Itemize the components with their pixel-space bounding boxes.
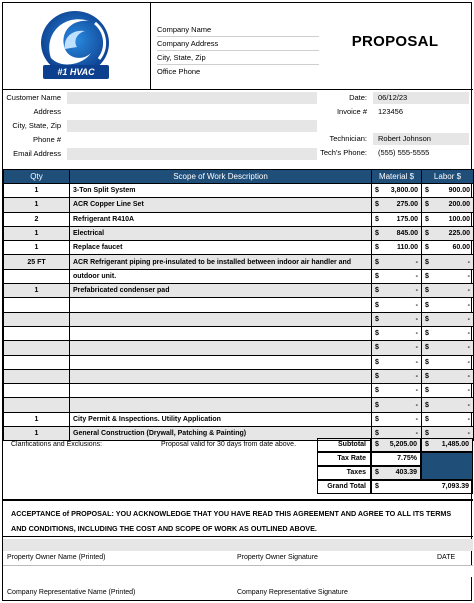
currency-symbol: $ — [425, 215, 429, 223]
table-row — [4, 212, 474, 226]
description-cell[interactable]: Electrical — [70, 226, 372, 240]
material-value: 3,800.00 — [390, 187, 418, 195]
address-field[interactable] — [67, 106, 317, 118]
qty-cell[interactable] — [4, 398, 70, 412]
rep-name-label: Company Representative Name (Printed) — [7, 589, 136, 596]
material-cell[interactable] — [372, 284, 422, 298]
description-cell[interactable] — [70, 355, 372, 369]
company-logo — [3, 3, 151, 89]
currency-symbol: $ — [425, 358, 429, 366]
material-cell[interactable] — [372, 312, 422, 326]
labor-value: - — [467, 315, 470, 323]
qty-cell[interactable] — [4, 384, 70, 398]
material-value: - — [415, 287, 418, 295]
city-field[interactable] — [67, 120, 317, 132]
company-city: City, State, Zip — [157, 51, 319, 65]
table-row — [4, 369, 474, 383]
qty-cell[interactable] — [4, 269, 70, 283]
divider — [3, 89, 473, 90]
currency-symbol: $ — [375, 201, 379, 209]
material-value: - — [415, 415, 418, 423]
company-address: Company Address — [157, 37, 319, 51]
labor-cell[interactable] — [422, 284, 474, 298]
material-value: 110.00 — [396, 244, 418, 252]
qty-cell[interactable]: 1 — [4, 184, 70, 198]
subtotal-material-value: 5,205.00 — [389, 441, 417, 448]
material-header: Material $ — [372, 170, 422, 184]
description-cell[interactable]: 3-Ton Split System — [70, 184, 372, 198]
company-info — [151, 3, 321, 89]
labor-value: - — [467, 330, 470, 338]
qty-cell[interactable]: 1 — [4, 284, 70, 298]
description-cell[interactable]: outdoor unit. — [70, 269, 372, 283]
tax-blue-block — [421, 452, 473, 480]
currency-symbol: $ — [375, 483, 379, 490]
material-value: - — [415, 344, 418, 352]
currency-symbol: $ — [425, 415, 429, 423]
material-cell[interactable] — [372, 355, 422, 369]
labor-value: - — [467, 387, 470, 395]
labor-value: - — [467, 430, 470, 438]
material-value: - — [415, 358, 418, 366]
table-row — [4, 184, 474, 198]
qty-cell[interactable] — [4, 312, 70, 326]
tech-phone-label: Tech's Phone: — [320, 148, 367, 157]
currency-symbol: $ — [425, 430, 429, 438]
validity-note: Proposal valid for 30 days from date above. — [161, 441, 297, 448]
technician-field[interactable]: Robert Johnson — [373, 133, 469, 145]
description-cell[interactable]: ACR Copper Line Set — [70, 198, 372, 212]
owner-signature-label: Property Owner Signature — [237, 554, 318, 561]
currency-symbol: $ — [375, 215, 379, 223]
rep-signature-label: Company Representative Signature — [237, 589, 348, 596]
currency-symbol: $ — [425, 230, 429, 238]
currency-symbol: $ — [375, 430, 379, 438]
date-field[interactable]: 06/12/23 — [373, 92, 469, 104]
subtotal-material — [371, 438, 421, 452]
rep-signature-line[interactable] — [3, 565, 473, 577]
currency-symbol: $ — [425, 201, 429, 209]
material-value: - — [415, 315, 418, 323]
table-row — [4, 412, 474, 426]
currency-symbol: $ — [375, 358, 379, 366]
material-value: - — [415, 373, 418, 380]
labor-value: - — [467, 287, 470, 295]
scope-of-work-table — [3, 169, 474, 441]
taxes-value: 403.39 — [395, 469, 417, 476]
currency-symbol: $ — [425, 287, 429, 295]
owner-signature-line[interactable] — [3, 539, 473, 551]
customer-name-label: Customer Name — [6, 93, 61, 102]
email-label: Email Address — [13, 149, 61, 158]
taxes-label-cell — [317, 466, 371, 480]
labor-cell[interactable] — [422, 341, 474, 355]
table-row — [4, 284, 474, 298]
table-row — [4, 198, 474, 212]
currency-symbol: $ — [425, 441, 429, 448]
qty-cell[interactable] — [4, 298, 70, 312]
tax-rate-field[interactable]: 7.75% — [371, 452, 421, 466]
material-cell[interactable] — [372, 326, 422, 340]
currency-symbol: $ — [375, 187, 379, 195]
description-cell[interactable]: Replace faucet — [70, 241, 372, 255]
currency-symbol: $ — [425, 373, 429, 380]
labor-cell[interactable] — [422, 241, 474, 255]
currency-symbol: $ — [425, 344, 429, 352]
material-value: - — [415, 330, 418, 338]
material-value: - — [415, 301, 418, 309]
currency-symbol: $ — [425, 244, 429, 252]
labor-value: - — [467, 373, 470, 380]
table-row — [4, 298, 474, 312]
currency-symbol: $ — [375, 330, 379, 338]
labor-cell[interactable] — [422, 298, 474, 312]
invoice-label: Invoice # — [336, 107, 367, 116]
phone-field[interactable] — [67, 134, 317, 146]
description-cell[interactable]: General Construction (Drywall, Patching & Painting) — [70, 427, 372, 441]
currency-symbol: $ — [375, 287, 379, 295]
labor-value: 100.00 — [448, 215, 470, 223]
city-label: City, State, Zip — [12, 121, 61, 130]
labor-cell[interactable] — [422, 384, 474, 398]
material-cell[interactable] — [372, 198, 422, 212]
tax-rate-label: Tax Rate — [337, 455, 366, 462]
labor-value: 900.00 — [448, 187, 470, 195]
description-cell[interactable] — [70, 341, 372, 355]
table-row — [4, 341, 474, 355]
currency-symbol: $ — [425, 330, 429, 338]
material-value: - — [415, 401, 418, 409]
qty-cell[interactable]: 1 — [4, 226, 70, 240]
invoice-field[interactable]: 123456 — [373, 106, 469, 118]
currency-symbol: $ — [375, 301, 379, 309]
material-cell[interactable] — [372, 384, 422, 398]
labor-value: - — [467, 415, 470, 423]
grand-total-cell — [371, 480, 473, 494]
subtotal-labor — [421, 438, 473, 452]
currency-symbol: $ — [375, 373, 379, 380]
material-value: 845.00 — [396, 230, 418, 238]
material-cell[interactable] — [372, 341, 422, 355]
description-cell[interactable] — [70, 326, 372, 340]
description-cell[interactable]: ACR Refrigerant piping pre-insulated to be installed between indoor air handler and — [70, 255, 372, 269]
description-header: Scope of Work Description — [70, 170, 372, 184]
qty-cell[interactable] — [4, 326, 70, 340]
material-cell[interactable] — [372, 184, 422, 198]
labor-value: - — [467, 272, 470, 280]
labor-value: - — [467, 258, 470, 266]
material-value: 175.00 — [396, 215, 418, 223]
labor-cell[interactable] — [422, 369, 474, 383]
labor-value: - — [467, 358, 470, 366]
qty-cell[interactable]: 25 FT — [4, 255, 70, 269]
table-row — [4, 255, 474, 269]
qty-cell[interactable]: 1 — [4, 412, 70, 426]
labor-cell[interactable] — [422, 412, 474, 426]
qty-cell[interactable]: 1 — [4, 241, 70, 255]
labor-value: 200.00 — [448, 201, 470, 209]
acceptance-text: ACCEPTANCE of PROPOSAL: YOU ACKNOWLEDGE THAT YOU HAVE READ THIS AGREEMENT AND AGREE TO ALL ITS TERMS AND CONDITIONS, INCLUDING THE COST AND SCOPE OF WORK AS OUTLINED ABOVE. — [3, 499, 473, 537]
material-cell[interactable] — [372, 241, 422, 255]
currency-symbol: $ — [425, 301, 429, 309]
description-cell[interactable] — [70, 384, 372, 398]
material-cell[interactable] — [372, 269, 422, 283]
labor-value: - — [467, 401, 470, 409]
company-name: Company Name — [157, 23, 319, 37]
qty-cell[interactable] — [4, 355, 70, 369]
qty-cell[interactable] — [4, 369, 70, 383]
material-cell[interactable] — [372, 398, 422, 412]
taxes-label: Taxes — [346, 469, 366, 476]
technician-label: Technician: — [329, 134, 367, 143]
material-cell[interactable] — [372, 298, 422, 312]
material-cell[interactable] — [372, 412, 422, 426]
currency-symbol: $ — [375, 244, 379, 252]
date-label: Date: — [349, 93, 367, 102]
labor-cell[interactable] — [422, 326, 474, 340]
description-cell[interactable]: Refrigerant R410A — [70, 212, 372, 226]
subtotal-labor-value: 1,485.00 — [441, 441, 469, 448]
tax-rate-label-cell — [317, 452, 371, 466]
labor-cell[interactable] — [422, 312, 474, 326]
grand-total-label-cell — [317, 480, 371, 494]
labor-value: 60.00 — [452, 244, 470, 252]
document-title: PROPOSAL — [351, 33, 439, 50]
description-cell[interactable] — [70, 312, 372, 326]
labor-cell[interactable] — [422, 198, 474, 212]
table-row — [4, 226, 474, 240]
address-label: Address — [33, 107, 61, 116]
table-row — [4, 312, 474, 326]
table-row — [4, 355, 474, 369]
table-row — [4, 384, 474, 398]
currency-symbol: $ — [375, 401, 379, 409]
labor-header: Labor $ — [422, 170, 474, 184]
subtotal-label-cell — [317, 438, 371, 452]
currency-symbol: $ — [375, 230, 379, 238]
proposal-sheet — [2, 2, 472, 601]
labor-value: 225.00 — [448, 230, 470, 238]
currency-symbol: $ — [375, 272, 379, 280]
material-value: 275.00 — [396, 201, 418, 209]
email-field[interactable] — [67, 148, 317, 160]
material-value: - — [415, 430, 418, 438]
labor-cell[interactable] — [422, 255, 474, 269]
currency-symbol: $ — [425, 401, 429, 409]
date-signature-label: DATE — [437, 554, 456, 561]
material-cell[interactable] — [372, 255, 422, 269]
grand-total-value: 7,093.39 — [441, 483, 469, 490]
clarifications-label: Clarifications and Exclusions: — [11, 441, 103, 448]
material-value: - — [415, 387, 418, 395]
customer-name-field[interactable] — [67, 92, 317, 104]
material-cell[interactable] — [372, 226, 422, 240]
table-row — [4, 326, 474, 340]
currency-symbol: $ — [425, 387, 429, 395]
currency-symbol: $ — [375, 441, 379, 448]
qty-cell[interactable]: 2 — [4, 212, 70, 226]
labor-value: - — [467, 301, 470, 309]
qty-cell[interactable] — [4, 341, 70, 355]
description-cell[interactable] — [70, 398, 372, 412]
labor-cell[interactable] — [422, 184, 474, 198]
material-cell[interactable] — [372, 212, 422, 226]
grand-total-label: Grand Total — [327, 483, 366, 490]
description-cell[interactable]: Prefabricated condenser pad — [70, 284, 372, 298]
taxes-value-cell — [371, 466, 421, 480]
currency-symbol: $ — [375, 469, 379, 476]
description-cell[interactable] — [70, 369, 372, 383]
currency-symbol: $ — [375, 344, 379, 352]
currency-symbol: $ — [425, 258, 429, 266]
currency-symbol: $ — [425, 315, 429, 323]
subtotal-label: Subtotal — [338, 441, 366, 448]
description-cell[interactable]: City Permit & Inspections. Utility Application — [70, 412, 372, 426]
currency-symbol: $ — [425, 272, 429, 280]
company-phone: Office Phone — [157, 67, 201, 76]
tech-phone-field[interactable]: (555) 555-5555 — [373, 147, 469, 159]
currency-symbol: $ — [425, 187, 429, 195]
qty-header: Qty — [4, 170, 70, 184]
material-cell[interactable] — [372, 369, 422, 383]
logo-text: #1 HVAC — [57, 67, 95, 77]
currency-symbol: $ — [375, 387, 379, 395]
material-value: - — [415, 272, 418, 280]
currency-symbol: $ — [375, 258, 379, 266]
currency-symbol: $ — [375, 315, 379, 323]
labor-value: - — [467, 344, 470, 352]
table-row — [4, 269, 474, 283]
labor-cell[interactable] — [422, 355, 474, 369]
currency-symbol: $ — [375, 415, 379, 423]
owner-name-label: Property Owner Name (Printed) — [7, 554, 106, 561]
description-cell[interactable] — [70, 298, 372, 312]
table-row — [4, 241, 474, 255]
qty-cell[interactable]: 1 — [4, 198, 70, 212]
table-row — [4, 398, 474, 412]
labor-cell[interactable] — [422, 269, 474, 283]
material-value: - — [415, 258, 418, 266]
phone-label: Phone # — [33, 135, 61, 144]
qty-cell[interactable]: 1 — [4, 427, 70, 441]
labor-cell[interactable] — [422, 212, 474, 226]
labor-cell[interactable] — [422, 226, 474, 240]
labor-cell[interactable] — [422, 398, 474, 412]
